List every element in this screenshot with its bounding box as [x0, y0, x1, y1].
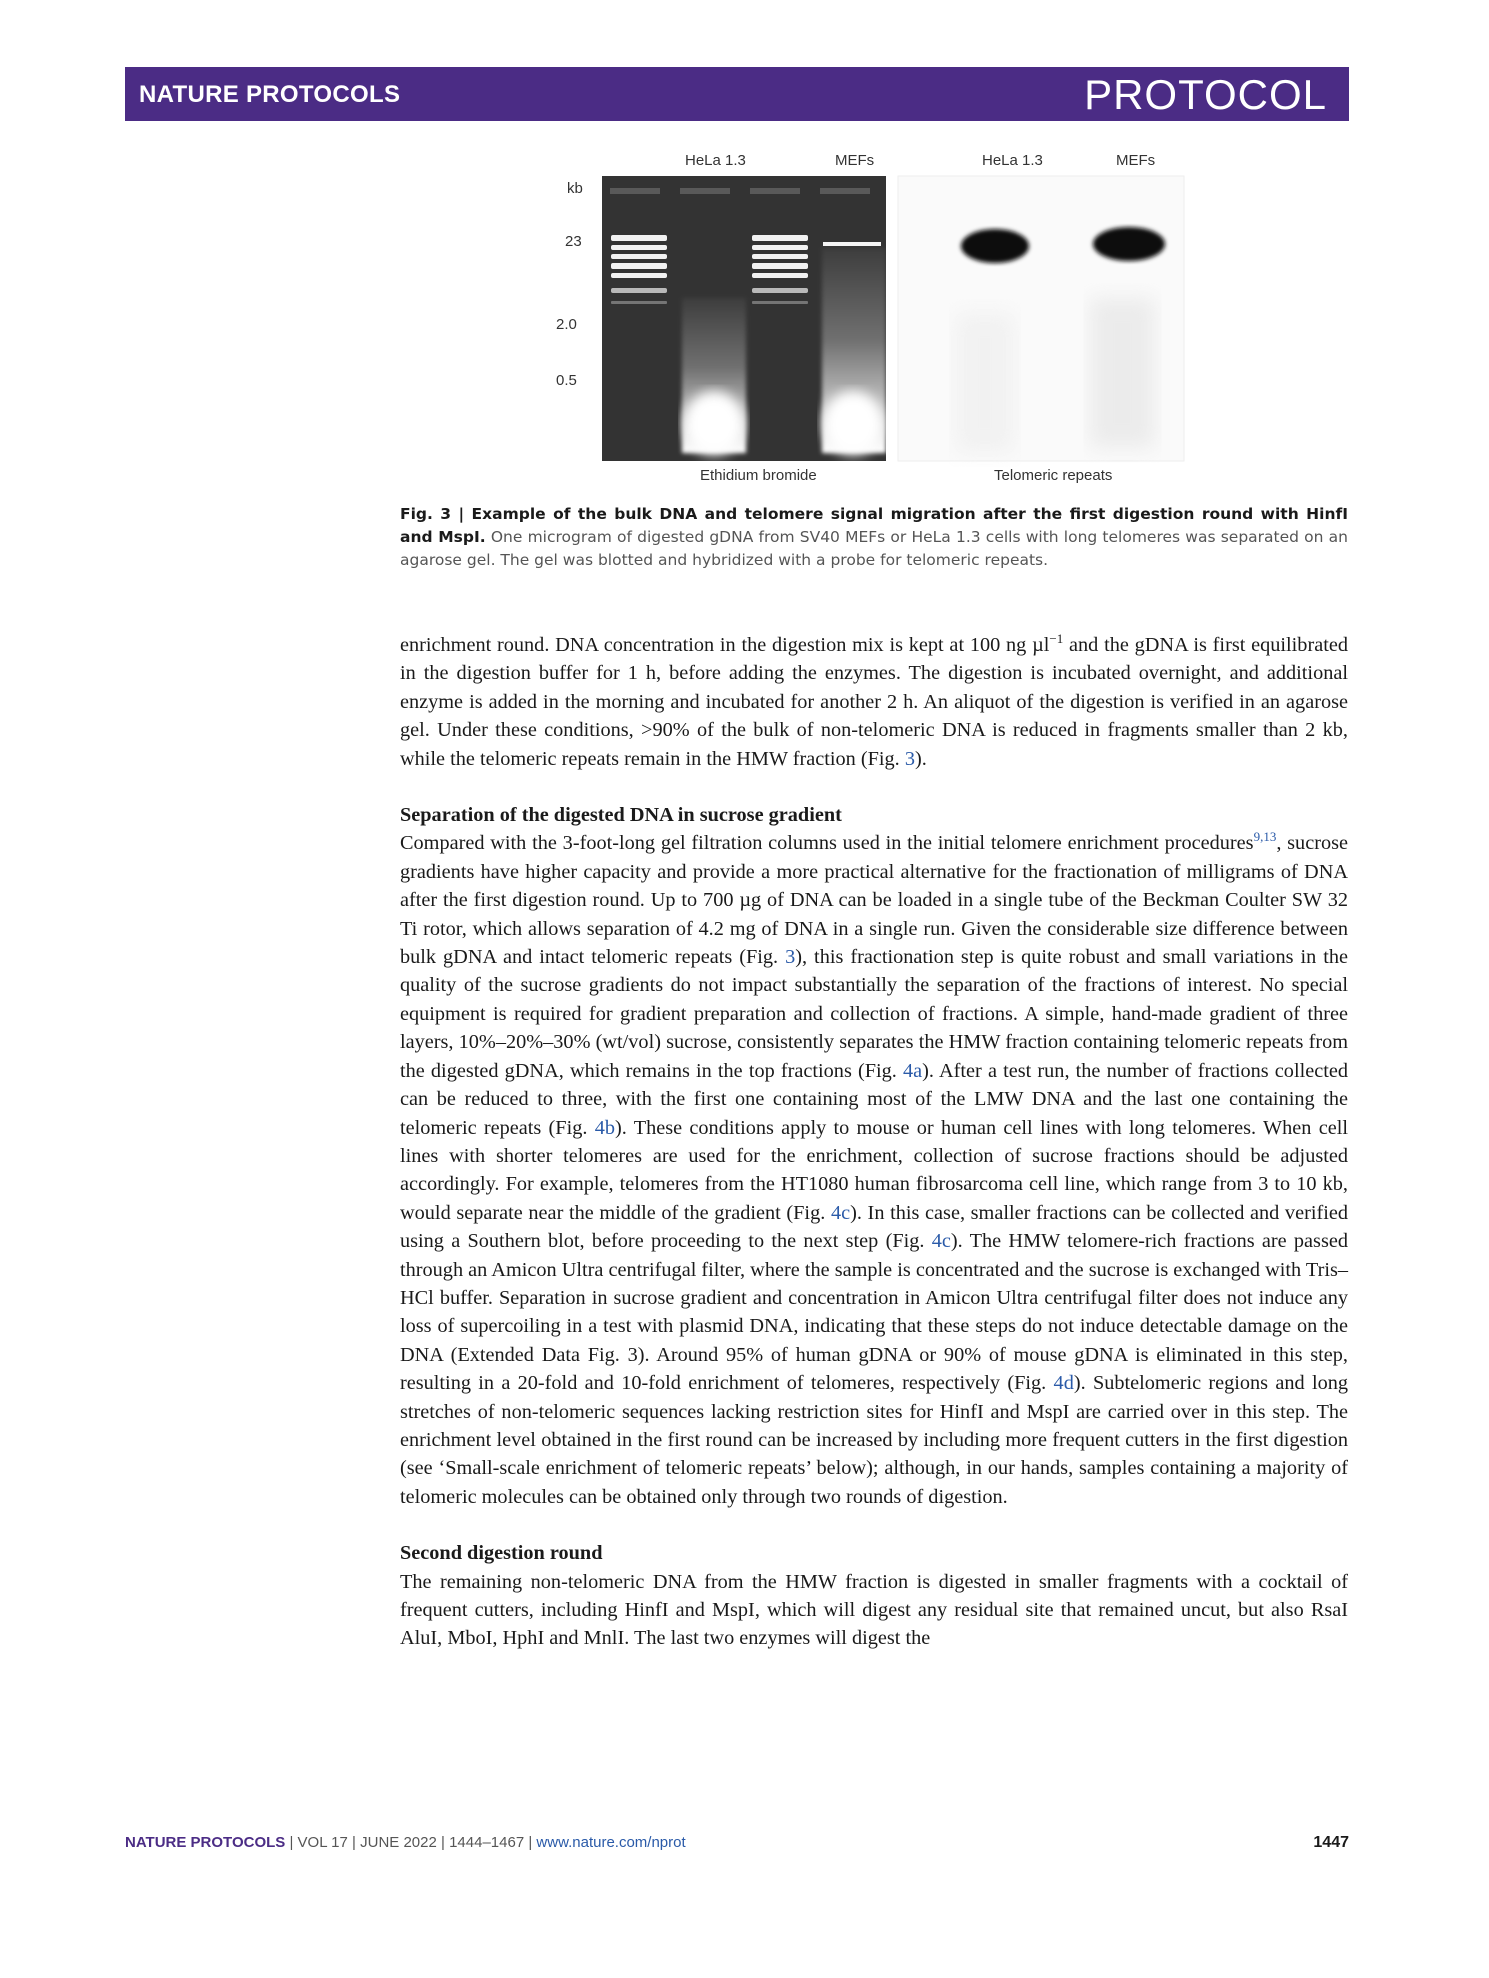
- lane-label-mefs-right: MEFs: [1116, 152, 1156, 169]
- page-footer: NATURE PROTOCOLS | VOL 17 | JUNE 2022 | 1444–1467 | www.nature.com/nprot 1447: [125, 1834, 1349, 1851]
- mef-digest-smear: [822, 242, 886, 455]
- paragraph-3: The remaining non-telomeric DNA from the HMW fraction is digested in smaller fragments with a cocktail of frequent cutters, including HinfI and MspI, which will digest any residual site that remained uncut, but also RsaI AluI, MboI, HphI and MnlI. The last two enzymes will digest the: [400, 1570, 1348, 1650]
- figure-link[interactable]: 3: [785, 946, 796, 969]
- figure-link[interactable]: 3: [904, 747, 915, 770]
- telomeric-blot: [898, 176, 1184, 461]
- gel-images: [545, 148, 1195, 493]
- lane-label-mefs-left: MEFs: [835, 152, 875, 169]
- lane-label-hela-right: HeLa 1.3: [982, 152, 1043, 169]
- paragraph-1: enrichment round. DNA concentration in the digestion mix is kept at 100 ng µl$^{-1}$ and the gDNA is first equilibrated in the digestion buffer for 1 h, before adding the enzymes. The digestion is incubated overnight, and additional enzyme is added in the morning and incubated for another 2 h. An aliquot of the digestion is verified in an agarose gel. Under these conditions, >90% of the bulk of non-telomeric DNA is reduced in fragments smaller than 2 kb, while the telomeric repeats remain in the HMW fraction (Fig. 3).: [400, 631, 1348, 770]
- ethidium-bromide-label: Ethidium bromide: [700, 467, 817, 484]
- hela-telomere-band: [961, 229, 1029, 263]
- citation-link[interactable]: 9,13: [1253, 829, 1277, 845]
- figure-caption: [400, 503, 1348, 572]
- marker-label-23: 23: [565, 233, 582, 250]
- figure-link[interactable]: 4a: [903, 1059, 923, 1082]
- article-body: [400, 631, 1348, 1653]
- mef-telomere-band: [1093, 227, 1165, 261]
- section-heading-second-digestion: Second digestion round: [400, 1542, 603, 1565]
- kb-unit-label: kb: [567, 180, 583, 197]
- paragraph-2: Compared with the 3-foot-long gel filtration columns used in the initial telomere enrichment procedures$^{9,13}$, sucrose gradients have higher capacity and provide a more practical alternative for the fractionation of milligrams of DNA after the first digestion round. Up to 700 µg of DNA can be loaded in a single tube of the Beckman Coulter SW 32 Ti rotor, which allows separation of 4.2 mg of DNA in a single run. Given the considerable size difference between bulk gDNA and intact telomeric repeats (Fig. 3), this fractionation step is quite robust and small variations in the quality of the sucrose gradients do not impact substantially the separation of the fractions of interest. No special equipment is required for gradient preparation and collection of fractions. A simple, hand-made gradient of three layers, 10%–20%–30% (wt/vol) sucrose, consistently separates the HMW fraction containing telomeric repeats from the digested gDNA, which remains in the top fractions (Fig. 4a). After a test run, the number of fractions collected can be reduced to three, with the first one containing most of the LMW DNA and the last one containing the telomeric repeats (Fig. 4b). These conditions apply to mouse or human cell lines with long telomeres. When cell lines with shorter telomeres are used for the enrichment, collection of sucrose fractions should be adjusted accordingly. For example, telomeres from the HT1080 human fibrosarcoma cell line, which range from 3 to 10 kb, would separate near the middle of the gradient (Fig. 4c). In this case, smaller fractions can be collected and verified using a Southern blot, before proceeding to the next step (Fig. 4c). The HMW telomere-rich fractions are passed through an Amicon Ultra centrifugal filter, where the sample is concentrated and the sucrose is exchanged with Tris–HCl buffer. Separation in sucrose gradient and concentration in Amicon Ultra centrifugal filter does not induce any loss of supercoiling in a test with plasmid DNA, indicating that these steps do not induce detectable damage on the DNA (Extended Data Fig. 3). Around 95% of human gDNA or 90% of mouse gDNA is eliminated in this step, resulting in a 20-fold and 10-fold enrichment of telomeres, respectively (Fig. 4d). Subtelomeric regions and long stretches of non-telomeric sequences lacking restriction sites for HinfI and MspI are carried over in this step. The enrichment level obtained in the first round can be increased by including more frequent cutters in the first digestion (see ‘Small-scale enrichment of telomeric repeats’ below); although, in our hands, samples containing a majority of telomeric molecules can be obtained only through two rounds of digestion.: [400, 829, 1349, 1508]
- figure-link[interactable]: 4d: [1053, 1372, 1074, 1395]
- article-type: PROTOCOL: [1084, 71, 1327, 118]
- figure-link[interactable]: 4b: [594, 1116, 615, 1139]
- footer-journal: NATURE PROTOCOLS: [125, 1834, 286, 1851]
- ethidium-gel: [602, 176, 886, 461]
- lane-label-hela-left: HeLa 1.3: [685, 152, 746, 169]
- section-heading-sucrose-gradient: Separation of the digested DNA in sucrose gradient: [400, 804, 842, 827]
- figure-3: [545, 148, 1195, 493]
- hela-digest-smear: [682, 298, 746, 455]
- footer-volume: VOL 17: [297, 1834, 348, 1851]
- caption-text: One microgram of digested gDNA from SV40 MEFs or HeLa 1.3 cells with long telomeres was separated on an agarose gel. The gel was blotted and hybridized with a probe for telomeric repeats.: [400, 528, 1348, 569]
- marker-label-2-0: 2.0: [556, 316, 577, 333]
- figure-link[interactable]: 4c: [830, 1201, 851, 1224]
- page-number: 1447: [1313, 1834, 1349, 1851]
- journal-header-bar: [125, 67, 1349, 121]
- journal-name: NATURE PROTOCOLS: [139, 81, 401, 108]
- telomeric-repeats-label: Telomeric repeats: [994, 467, 1113, 484]
- footer-pages: 1444–1467: [449, 1834, 525, 1851]
- caption-title: Fig. 3 | Example of the bulk DNA and telomere signal migration after the first digestion round with HinfI and MspI.: [400, 505, 1348, 546]
- footer-url-link[interactable]: www.nature.com/nprot: [536, 1834, 686, 1851]
- footer-date: JUNE 2022: [360, 1834, 437, 1851]
- marker-label-0-5: 0.5: [556, 372, 577, 389]
- figure-link[interactable]: 4c: [931, 1230, 951, 1253]
